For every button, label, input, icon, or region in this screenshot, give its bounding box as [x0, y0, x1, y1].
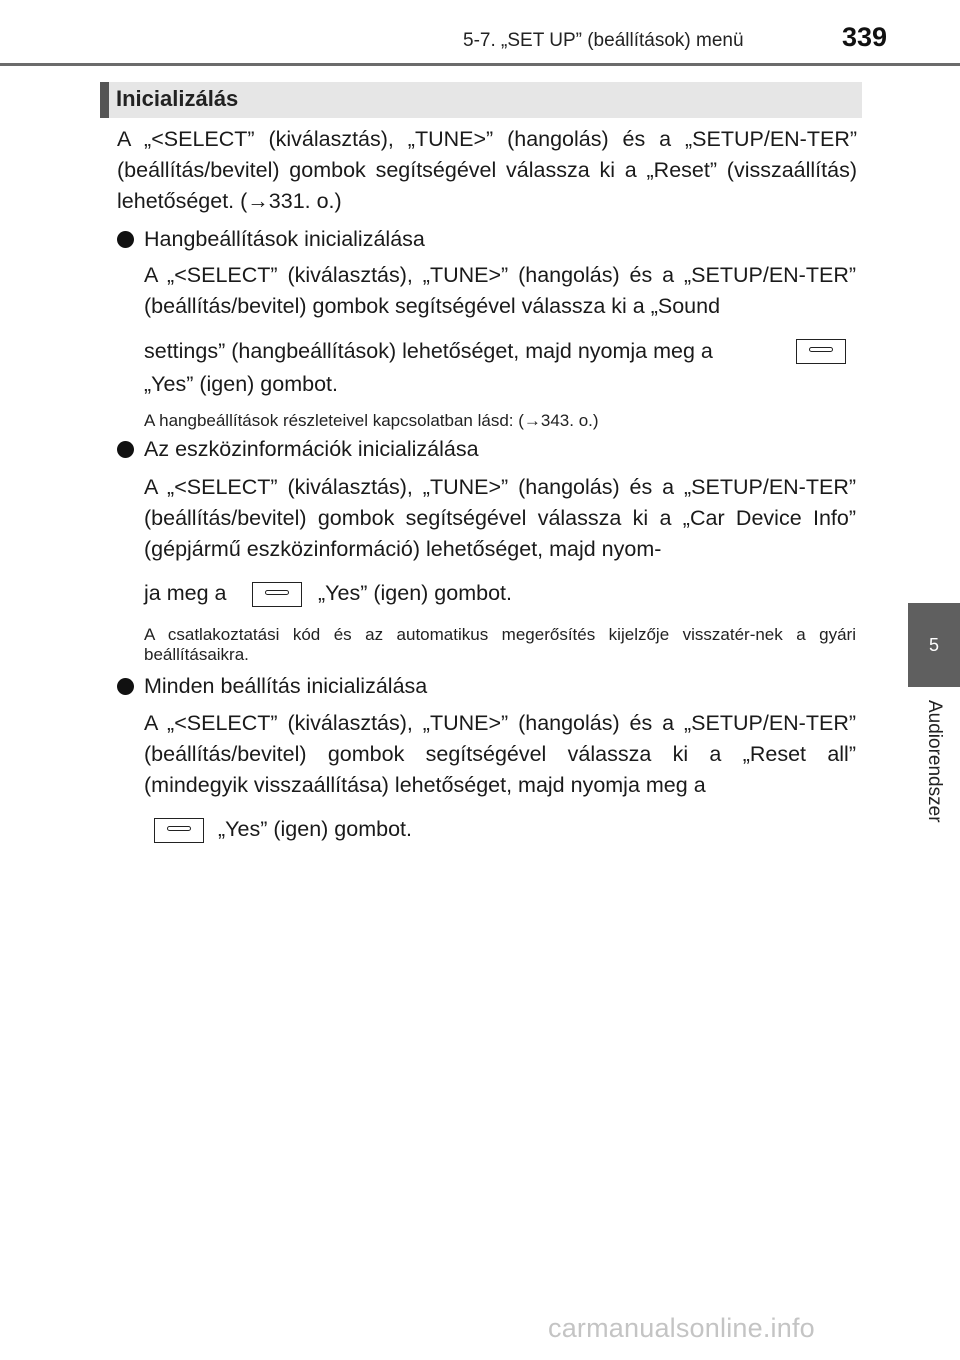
- item-note: A csatlakoztatási kód és az automatikus megerősítés kijelzője visszatér-nek a gyári beállításaikra.: [144, 625, 856, 664]
- item-body: A „<SELECT” (kiválasztás), „TUNE>” (hangolás) és a „SETUP/EN-TER” (beállítás/bevitel) gombok segítségével válassza ki a „Sound: [144, 263, 856, 318]
- running-header-title: 5-7. „SET UP” (beállítások) menü: [463, 30, 744, 51]
- yes-button-icon: [252, 582, 302, 607]
- chapter-label: Audiorendszer: [924, 700, 945, 823]
- item-body: A „<SELECT” (kiválasztás), „TUNE>” (hangolás) és a „SETUP/EN-TER” (beállítás/bevitel) gombok segítségével válassza ki a „Reset all” (mindegyik visszaállítása) lehetőséget, majd nyomja meg a: [144, 711, 856, 797]
- chapter-tab: [908, 603, 960, 687]
- watermark: carmanualsonline.info: [548, 1313, 815, 1343]
- header-divider: [0, 63, 960, 66]
- intro-paragraph: A „<SELECT” (kiválasztás), „TUNE>” (hangolás) és a „SETUP/EN-TER” (beállítás/bevitel) gombok segítségével válassza ki a „Reset” (visszaállítás) lehetőséget. (→331. o.): [117, 127, 857, 213]
- bullet-item-reset-all: [117, 672, 427, 700]
- item-body-suffix: „Yes” (igen) gombot.: [218, 817, 412, 841]
- item-body-suffix: „Yes” (igen) gombot.: [318, 581, 512, 605]
- bullet-heading: Minden beállítás inicializálása: [144, 674, 428, 698]
- item-body-line: settings” (hangbeállítások) lehetőséget, majd nyomja meg a: [144, 339, 713, 363]
- item-body: A „<SELECT” (kiválasztás), „TUNE>” (hangolás) és a „SETUP/EN-TER” (beállítás/bevitel) gombok segítségével válassza ki a „Car Device Info” (gépjármű eszközinformáció) lehetőséget, majd nyom-: [144, 475, 856, 561]
- bullet-item-device-info: [117, 435, 479, 463]
- page-number: 339: [842, 22, 888, 52]
- item-body-line: „Yes” (igen) gombot.: [144, 372, 338, 396]
- yes-button-icon: [154, 818, 204, 843]
- section-title: Inicializálás: [116, 86, 239, 111]
- chapter-label-container: [906, 700, 960, 850]
- bullet-item-sound: [117, 225, 425, 253]
- item-note: A hangbeállítások részleteivel kapcsolatban lásd: (→343. o.): [144, 411, 599, 430]
- bullet-dot-icon: [117, 231, 134, 248]
- bullet-heading: Hangbeállítások inicializálása: [144, 227, 425, 251]
- yes-button-icon: [796, 339, 846, 364]
- bullet-heading: Az eszközinformációk inicializálása: [144, 437, 479, 461]
- item-body-prefix: ja meg a: [144, 581, 227, 605]
- bullet-dot-icon: [117, 441, 134, 458]
- bullet-dot-icon: [117, 678, 134, 695]
- chapter-number: 5: [928, 634, 939, 655]
